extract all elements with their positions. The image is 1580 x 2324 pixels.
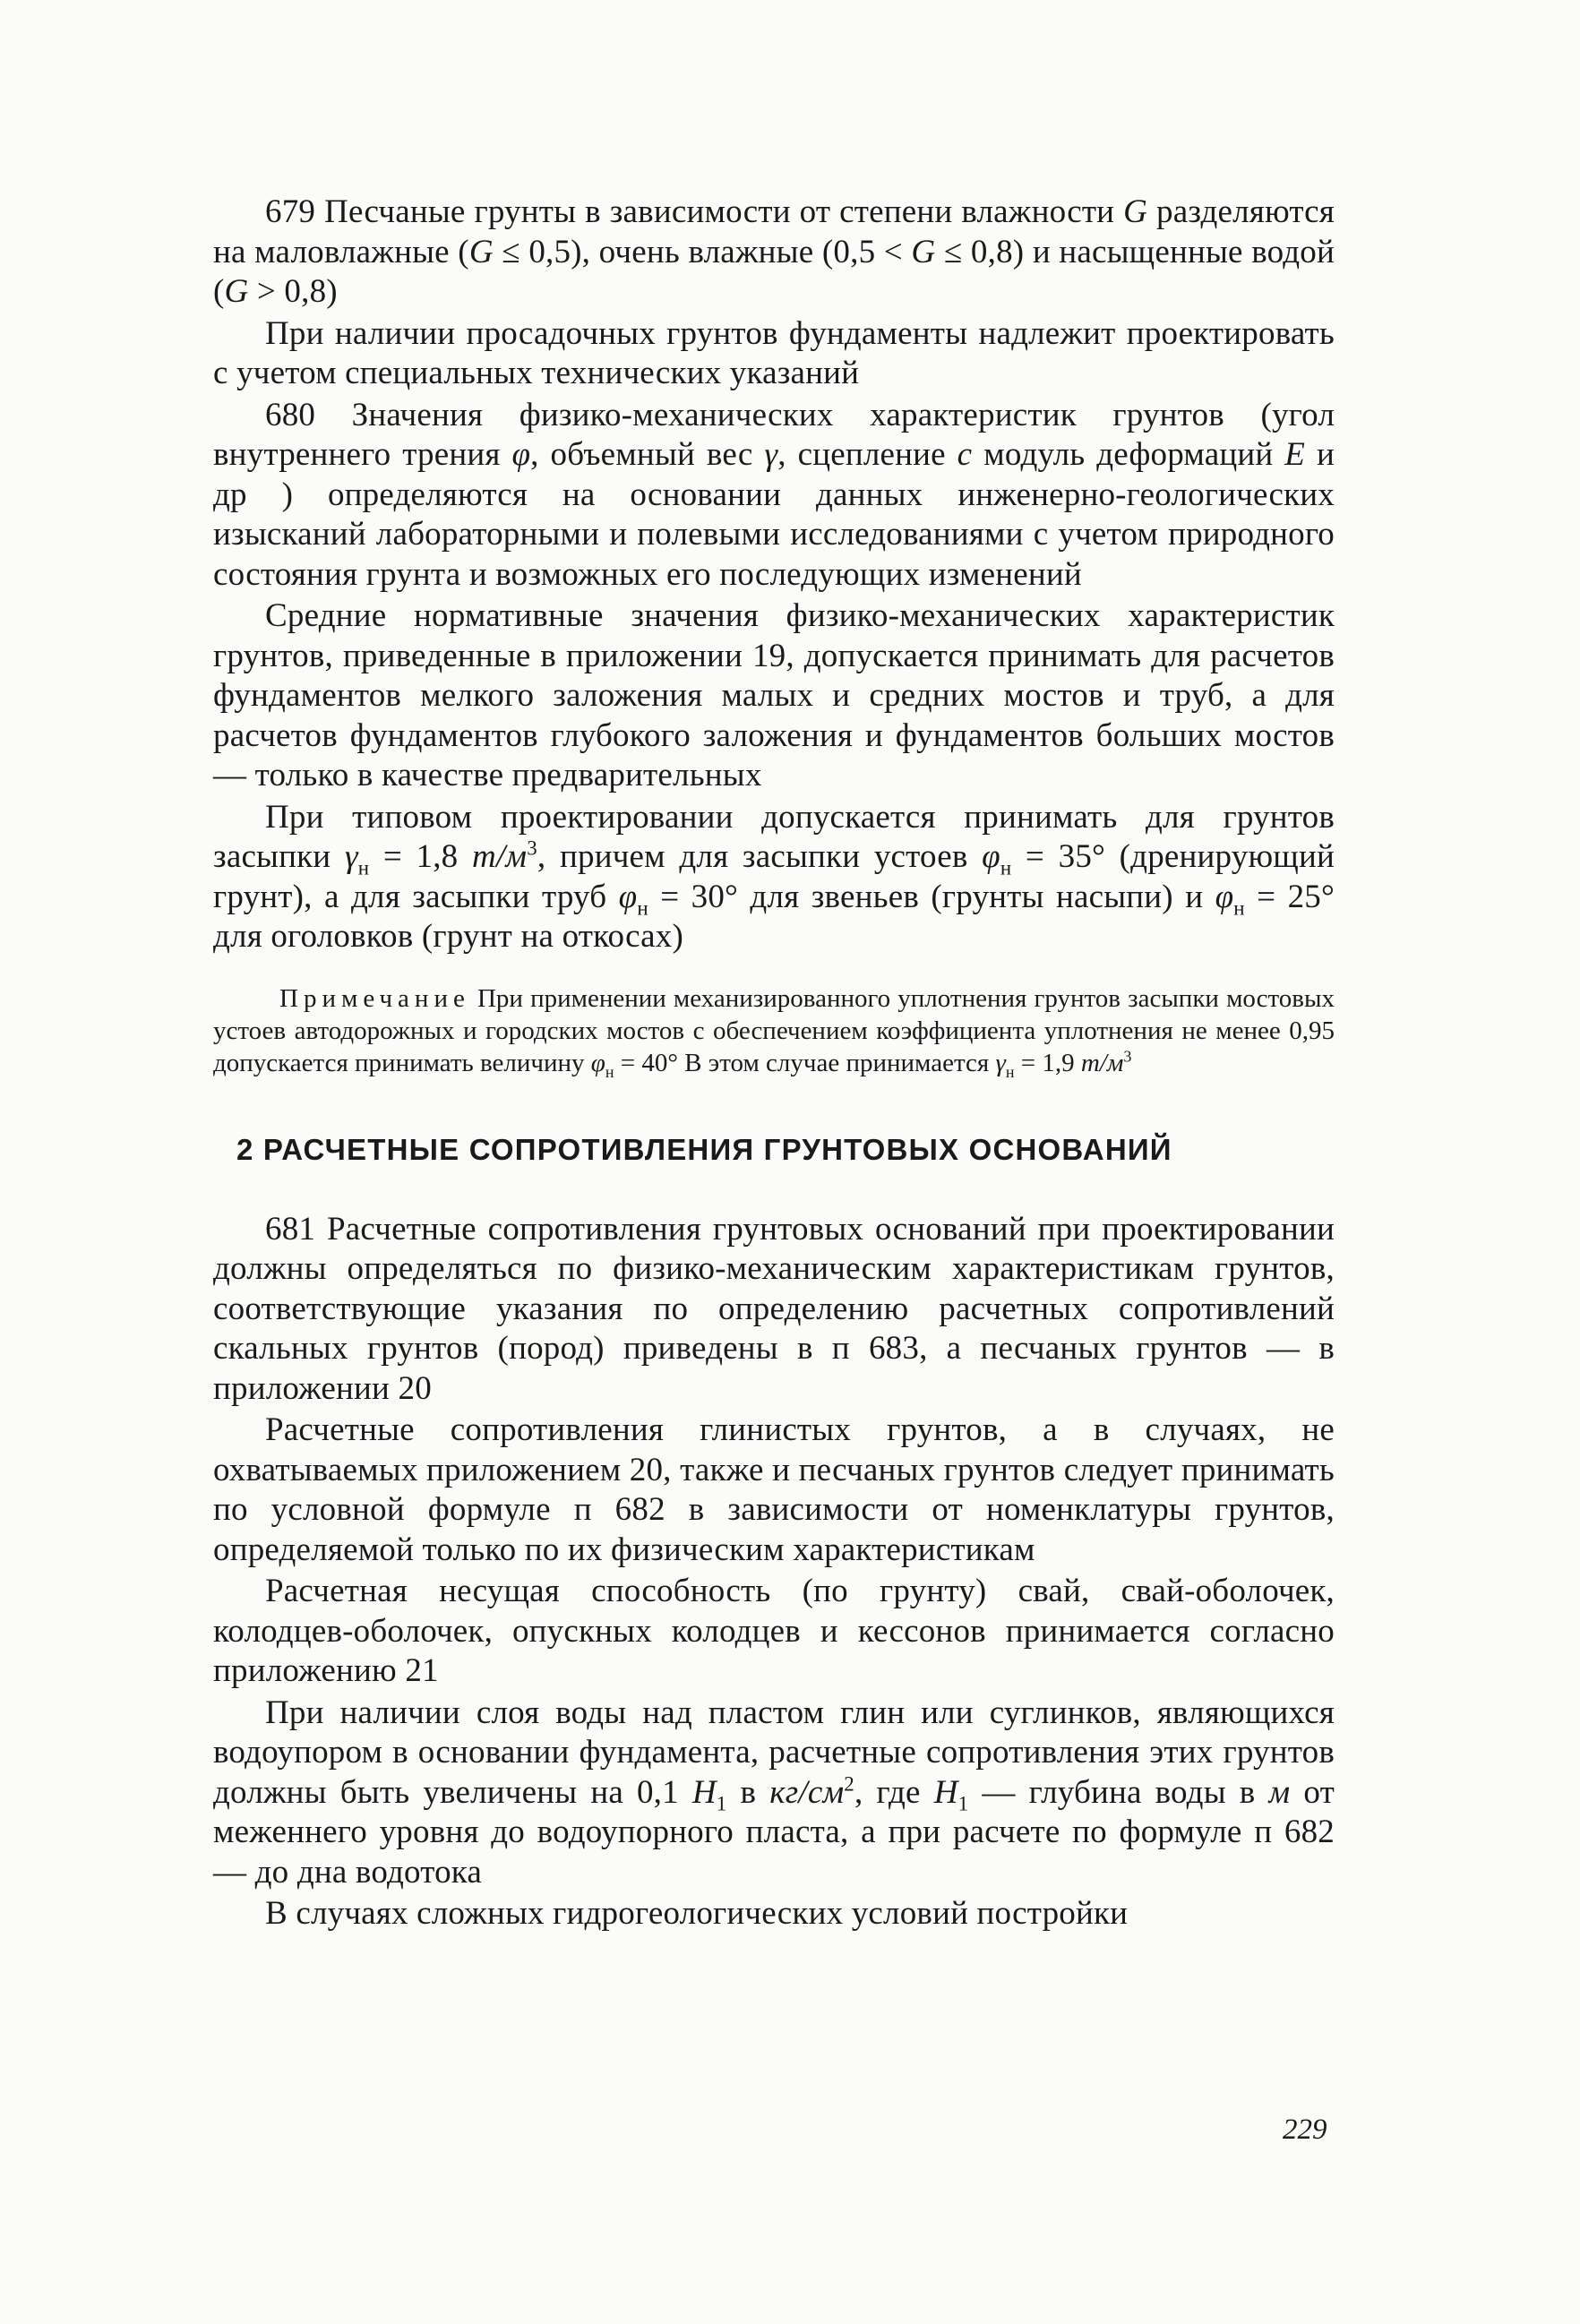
paragraph-hydrogeology: В случаях сложных гидрогеологических условий постройки — [265, 1895, 1129, 1932]
paragraph-680: 680 Значения физико-механических характеристик грунтов (угол внутреннего трения φ, объемный вес γ, сцепление c модуль деформаций E и др ) определяются на основании данных инженерно-геологических изысканий лабораторными и полевыми исследованиями с учетом природного состояния грунта и возможных его последующих изменений — [213, 396, 1335, 593]
section-heading: 2 РАСЧЕТНЫЕ СОПРОТИВЛЕНИЯ ГРУНТОВЫХ ОСНОВАНИЙ — [236, 1132, 1172, 1166]
paragraph-subsidence-soils: При наличии просадочных грунтов фундаменты надлежит проектировать с учетом специальных технических указаний — [213, 314, 1335, 391]
note-paragraph: Примечание При применении механизированного уплотнения грунтов засыпки мостовых устоев автодорожных и городских мостов с обеспечением коэффициента уплотнения не менее 0,95 допускается принимать величину $\varphi_н = 40^\circ$ В этом случае принимается $\gamma_н = 1,9$ $т/м^3$ — [213, 983, 1335, 1081]
clause-number: 681 — [265, 1210, 316, 1248]
paragraph-681: 681 Расчетные сопротивления грунтовых оснований при проектировании должны определяться по физико-механическим характеристикам грунтов, соответствующие указания по определению расчетных сопротивлений скальных грунтов (пород) приведены в п 683, а песчаных грунтов — в приложении 20 — [213, 1210, 1335, 1407]
paragraph-typical-design: При типовом проектировании допускается принимать для грунтов засыпки $\gamma_н = 1,8$ $т/м^3$, причем для засыпки устоев $\varphi_н = 35^\circ$ (дренирующий грунт), а для засыпки труб $\varphi_н = 30^\circ$ для звеньев (грунты насыпи) и $\varphi_н = 25^\circ$ для оголовков (грунт на откосах) — [213, 798, 1335, 955]
clause-number: 680 — [265, 396, 316, 433]
paragraph-clay-soils: Расчетные сопротивления глинистых грунтов, а в случаях, не охватываемых приложением 20, также и песчаных грунтов следует принимать по условной формуле п 682 в зависимости от номенклатуры грунтов, определяемой только по их физическим характеристикам — [213, 1411, 1335, 1568]
clause-number: 679 — [265, 193, 316, 230]
note-label: Примечание — [279, 983, 470, 1013]
paragraph-normative-values: Средние нормативные значения физико-механических характеристик грунтов, приведенные в приложении 19, допускается принимать для расчетов фундаментов мелкого заложения малых и средних мостов и труб, а для расчетов фундаментов глубокого заложения и фундаментов больших мостов — только в качестве предварительных — [213, 597, 1335, 793]
page-number: 229 — [1283, 2114, 1327, 2146]
paragraph-679: 679 Песчаные грунты в зависимости от степени влажности G разделяются на маловлажные (G ≤ 0,5), очень влажные (0,5 < G ≤ 0,8) и насыщенные водой (G > 0,8) — [213, 193, 1335, 310]
text-column — [213, 193, 1335, 1934]
paragraph-pile-capacity: Расчетная несущая способность (по грунту) свай, свай-оболочек, колодцев-оболочек, опускных колодцев и кессонов принимается согласно приложению 21 — [213, 1573, 1335, 1689]
paragraph-water-layer: При наличии слоя воды над пластом глин или суглинков, являющихся водоупором в основании фундамента, расчетные сопротивления этих грунтов должны быть увеличены на 0,1 $H_1$ в $кг/см^2$, где $H_1$ — глубина воды в м от меженнего уровня до водоупорного пласта, а при расчете по формуле п 682 — до дна водотока — [213, 1694, 1335, 1891]
